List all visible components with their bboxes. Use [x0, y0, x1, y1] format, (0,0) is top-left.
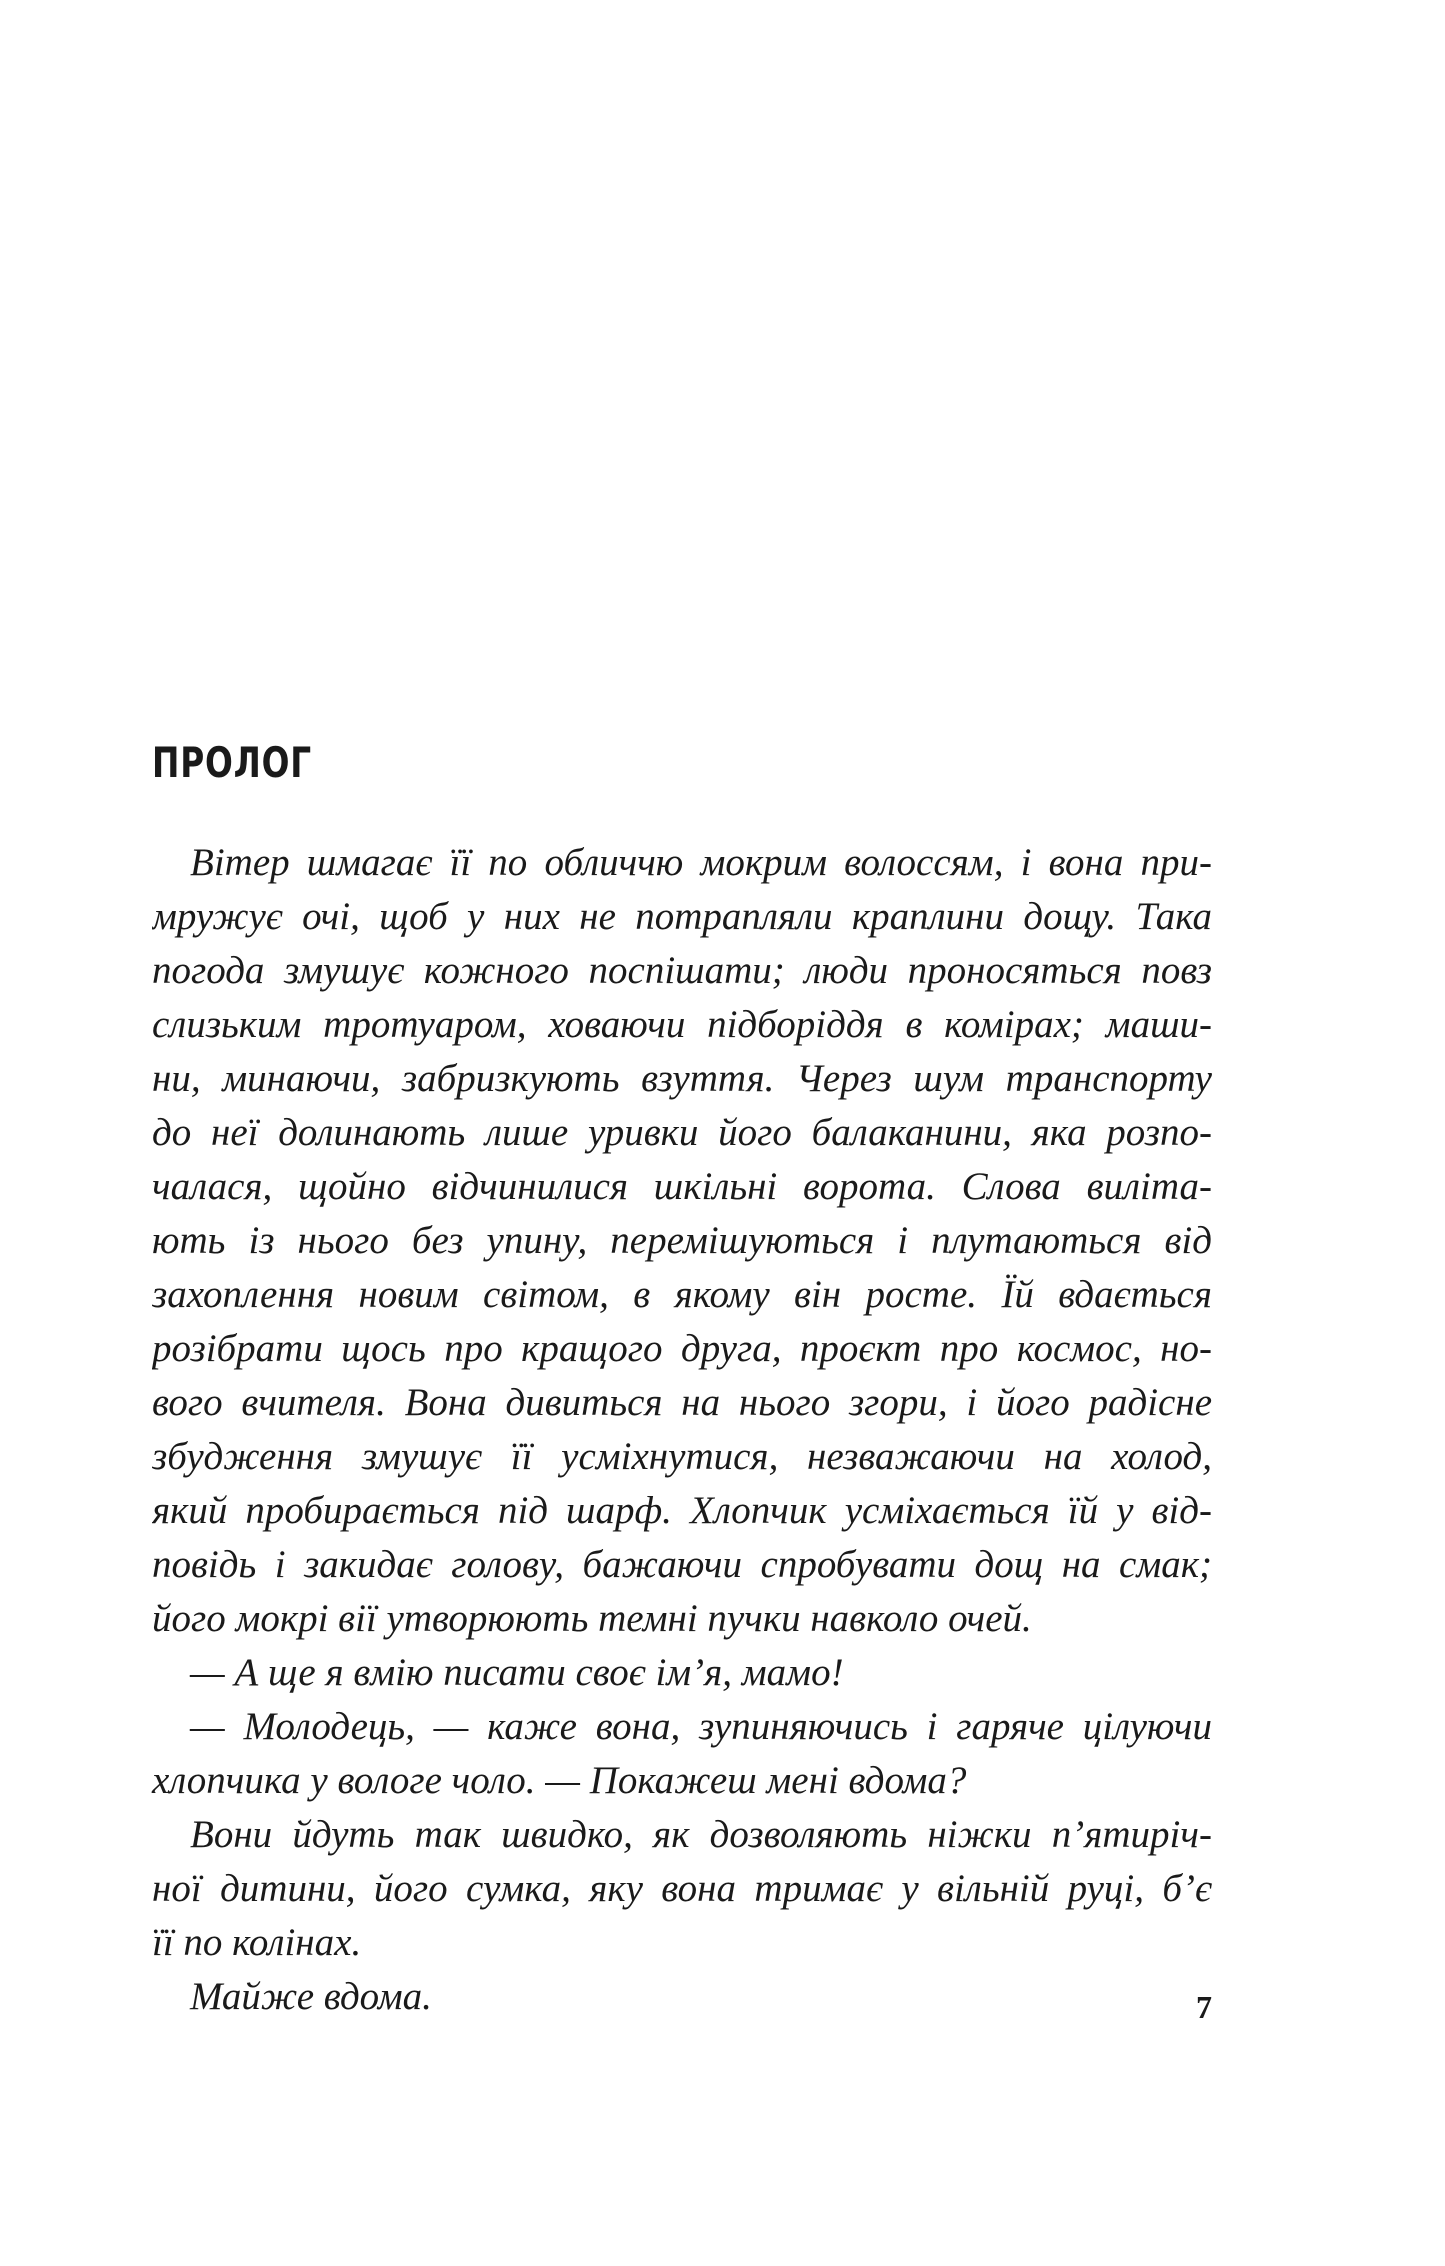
text-line: хлопчика у вологе чоло. — Покажеш мені вдома? — [152, 1759, 967, 1802]
text-line: — Молодець, — каже вона, зупиняючись і гаряче цілуючи — [190, 1705, 1212, 1748]
text-line: ної дитини, його сумка, яку вона тримає у вільній руці, б’є — [152, 1867, 1212, 1910]
text-line: слизьким тротуаром, ховаючи підборіддя в комірах; маши- — [152, 1003, 1212, 1046]
text-line: чалася, щойно відчинилися шкільні ворота. Слова виліта- — [152, 1165, 1212, 1208]
prologue-text — [152, 836, 1212, 2024]
text-line: вого вчителя. Вона дивиться на нього згори, і його радісне — [152, 1381, 1212, 1424]
text-line: до неї долинають лише уривки його балаканини, яка розпо- — [152, 1111, 1212, 1154]
text-line: мружує очі, щоб у них не потрапляли краплини дощу. Така — [152, 895, 1212, 938]
page-number: 7 — [1196, 1989, 1212, 2025]
text-line: — А ще я вмію писати своє ім’я, мамо! — [190, 1651, 844, 1694]
text-line: ють із нього без упину, перемішуються і плутаються від — [152, 1219, 1212, 1262]
text-line: збудження змушує її усміхнутися, незважаючи на холод, — [152, 1435, 1212, 1478]
text-line: Майже вдома. — [190, 1975, 432, 2018]
text-line: Вітер шмагає її по обличчю мокрим волоссям, і вона при- — [190, 841, 1212, 884]
text-line: ни, минаючи, забризкують взуття. Через шум транспорту — [152, 1057, 1212, 1100]
text-line: Вони йдуть так швидко, як дозволяють ніжки п’ятиріч- — [190, 1813, 1212, 1856]
text-line: погода змушує кожного поспішати; люди проносяться повз — [152, 949, 1212, 992]
text-line: розібрати щось про кращого друга, проєкт про космос, но- — [152, 1327, 1212, 1370]
chapter-title: ПРОЛОГ — [152, 738, 312, 787]
text-line: повідь і закидає голову, бажаючи спробувати дощ на смак; — [152, 1543, 1212, 1586]
text-line: який пробирається під шарф. Хлопчик усміхається їй у від- — [152, 1489, 1212, 1532]
text-line: захоплення новим світом, в якому він росте. Їй вдається — [152, 1273, 1212, 1316]
text-line: його мокрі вії утворюють темні пучки навколо очей. — [152, 1597, 1032, 1640]
text-line: її по колінах. — [152, 1921, 362, 1964]
